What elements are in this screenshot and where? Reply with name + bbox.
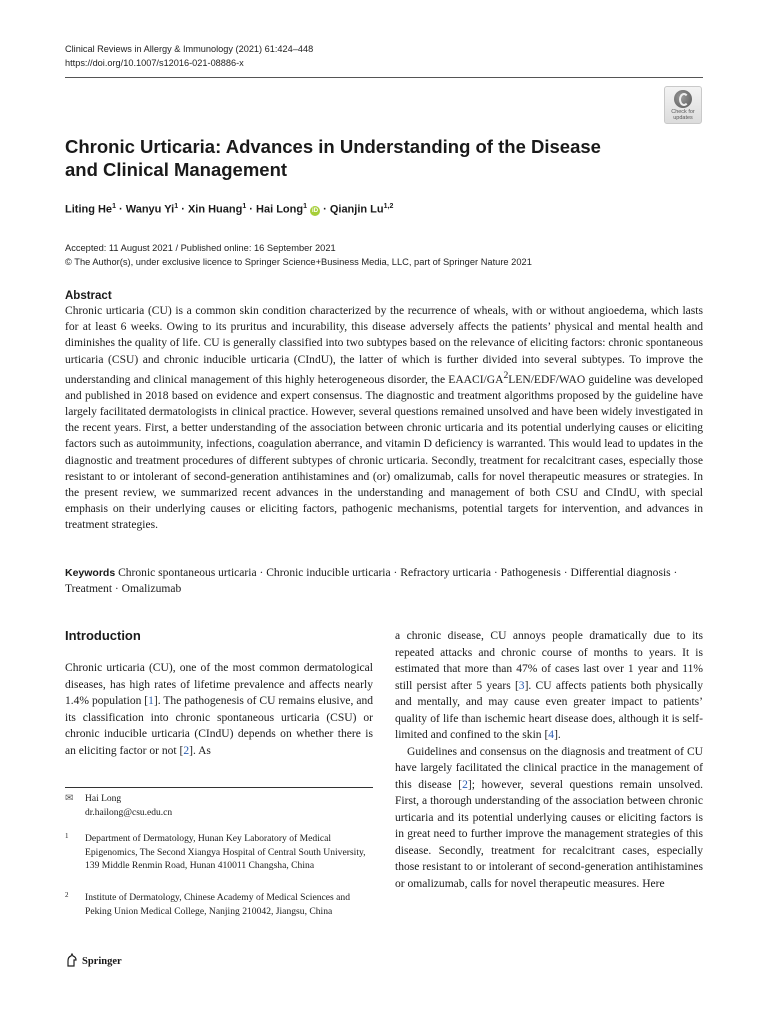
abstract-text-part: LEN/EDF/WAO guideline was developed and published in 2018 based on evidence and expert consensus. The diagnostic and treatment algorithms proposed by the guideline have largely facilitated dermatologists in clinical practice. However, several questions remained unsolved and have been widely investigated in the recent years. First, a better understanding of the association between chronic urticaria and its potential underlying causes or eliciting factors such as autoimmunity, infections, coagulation aberrance, and vitamin D deficiency is warranted. This would lead to updates in the diagnostic and treatment procedures of different subtypes of chronic urticaria. Secondly, treatment for recalcitrant cases, especially those resistant to or intolerant of second-generation antihistamines and (or) omalizumab, calls for novel therapeutic measures or strategies. In the present review, we summarized recent advances in the understanding and management of both CSU and CIndU, with special emphasis on their underlying causes or eliciting factors, pathogenic mechanisms, potential targets for intervention, and advances in treatment strategies. xyxy=(65,373,703,532)
copyright-notice: © The Author(s), under exclusive licence to Springer Science+Business Media, LLC, part of Springer Nature 2021 xyxy=(65,257,532,267)
abstract-body xyxy=(65,303,703,534)
corresponding-author-email[interactable]: dr.hailong@csu.edu.cn xyxy=(85,808,173,818)
paragraph-text: Chronic urticaria (CU), one of the most common dermatological diseases, has high rates of lifetime prevalence and affects nearly 1.4% population [ xyxy=(65,662,373,707)
affiliation-number: 2 xyxy=(65,891,69,899)
citation-link[interactable]: 1 xyxy=(148,695,154,707)
refresh-icon xyxy=(674,90,692,108)
journal-header xyxy=(65,42,313,70)
paragraph xyxy=(395,744,703,893)
author-name[interactable]: Qianjin Lu xyxy=(329,203,384,216)
orcid-icon[interactable]: iD xyxy=(312,207,319,214)
author-affiliation-mark: 1 xyxy=(242,203,247,210)
paragraph-text: ]. As xyxy=(189,744,211,757)
publication-dates: Accepted: 11 August 2021 / Published online: 16 September 2021 xyxy=(65,243,336,253)
author-affiliation-mark: 1 xyxy=(112,203,116,210)
author-name[interactable]: Liting He xyxy=(65,203,113,216)
journal-citation: Clinical Reviews in Allergy & Immunology (2021) 61:424–448 xyxy=(65,44,314,54)
affiliation xyxy=(65,832,373,873)
citation-link[interactable]: 3 xyxy=(518,679,525,692)
check-updates-label-2: updates xyxy=(673,115,693,121)
author-affiliation-mark: 1 xyxy=(303,203,307,210)
keywords-label: Keywords xyxy=(65,567,116,579)
abstract-heading: Abstract xyxy=(65,290,112,302)
doi-link[interactable]: https://doi.org/10.1007/s12016-021-08886-x xyxy=(65,58,244,68)
footnote-divider xyxy=(65,787,373,788)
citation-link[interactable]: 2 xyxy=(462,778,468,791)
affiliation-number: 1 xyxy=(65,832,69,840)
citation-link[interactable]: 4 xyxy=(548,729,555,741)
introduction-left-column xyxy=(65,660,373,759)
affiliation-text: Institute of Dermatology, Chinese Academy of Medical Sciences and Peking Union Medical College, Nanjing 210042, Jiangsu, China xyxy=(85,892,350,917)
author-affiliation-mark: 1 xyxy=(174,203,179,210)
publication-info xyxy=(65,241,532,269)
author-list xyxy=(65,203,393,216)
author-name[interactable]: Wanyu Yi xyxy=(125,203,175,216)
paragraph-text: ]. xyxy=(554,729,561,741)
paragraph xyxy=(65,660,373,759)
introduction-right-column xyxy=(395,628,703,892)
paragraph xyxy=(395,628,703,744)
keywords-list: Chronic spontaneous urticaria · Chronic inducible urticaria · Refractory urticaria · Pathogenesis · Differential diagnosis · Treatment · Omalizumab xyxy=(65,567,678,596)
keywords-block xyxy=(65,565,703,597)
publisher-name: Springer xyxy=(82,956,122,967)
citation-link[interactable]: 2 xyxy=(183,744,190,757)
author-name[interactable]: Xin Huang xyxy=(187,203,243,216)
paragraph-text: a chronic disease, CU annoys people dramatically due to its repeated attacks and chronic course of months to years. It is estimated that more than 47% of cases last over 1 year and 11% still persist after 5 years [ xyxy=(395,630,703,692)
author-name[interactable]: Hai Long xyxy=(256,203,304,216)
corresponding-author-name: Hai Long xyxy=(85,794,122,804)
affiliation xyxy=(65,891,373,918)
paragraph-text: Guidelines and consensus on the diagnosis and treatment of CU have largely facilitated the clinical practice in the management of this disease [ xyxy=(395,745,703,791)
affiliation-text: Department of Dermatology, Hunan Key Laboratory of Medical Epigenomics, The Second Xiangya Hospital of Central South University, 139 Middle Renmin Road, Hunan 410011 Changsha, China xyxy=(85,833,366,872)
article-title: Chronic Urticaria: Advances in Understanding of the Disease and Clinical Management xyxy=(65,136,601,180)
check-for-updates-badge[interactable] xyxy=(664,86,702,124)
publisher-footer xyxy=(65,953,122,967)
author-separator: · xyxy=(178,203,188,216)
paragraph-text: ]. CU affects patients both physically and mentally, and may cause even greater impact to patients’ quality of life than ischemic heart disease does, although it is self-limited and confined to the skin [ xyxy=(395,679,703,741)
paragraph-text: ]. The pathogenesis of CU remains elusive, and its classification into chronic spontaneous urticaria (CSU) or chronic inducible urticaria (CIndU) depends on whether there is an eliciting factor or not [ xyxy=(65,695,373,757)
corresponding-author xyxy=(65,792,172,820)
author-affiliation-mark: 1,2 xyxy=(383,203,394,210)
abstract-superscript: 2 xyxy=(503,369,509,381)
author-separator: · xyxy=(246,203,257,216)
header-divider xyxy=(65,77,703,78)
check-updates-label: Check for xyxy=(671,109,695,115)
author-separator: · xyxy=(320,203,330,216)
envelope-icon: ✉ xyxy=(65,793,74,804)
abstract-text-part: Chronic urticaria (CU) is a common skin condition characterized by the recurrence of wheals, with or without angioedema, which lasts for at least 6 weeks. Owing to its pruritus and incurability, this disease adversely affects the patients’ physical and mental health and diminishes the quality of life. CU is generally classified into two subtypes based on the relevance of eliciting factors: chronic spontaneous urticaria (CSU) and chronic inducible urticaria (CIndU), the latter of which is further divided into several subtypes. To improve the understanding and clinical management of this highly heterogeneous disorder, the EAACI/GA xyxy=(65,305,703,386)
springer-horse-icon xyxy=(65,953,79,967)
introduction-heading: Introduction xyxy=(65,628,141,643)
author-separator: · xyxy=(115,203,126,216)
paragraph-text: ]; however, several questions remain unsolved. First, a thorough understanding of the association between chronic urticaria and its potential underlying causes or eliciting factors is in great need to further improve the management strategies of this disease. Secondly, treatment for recalcitrant cases, especially those resistant to or intolerant of second-generation antihistamines or omalizumab, calls for novel therapeutic measures. Here xyxy=(395,778,703,890)
